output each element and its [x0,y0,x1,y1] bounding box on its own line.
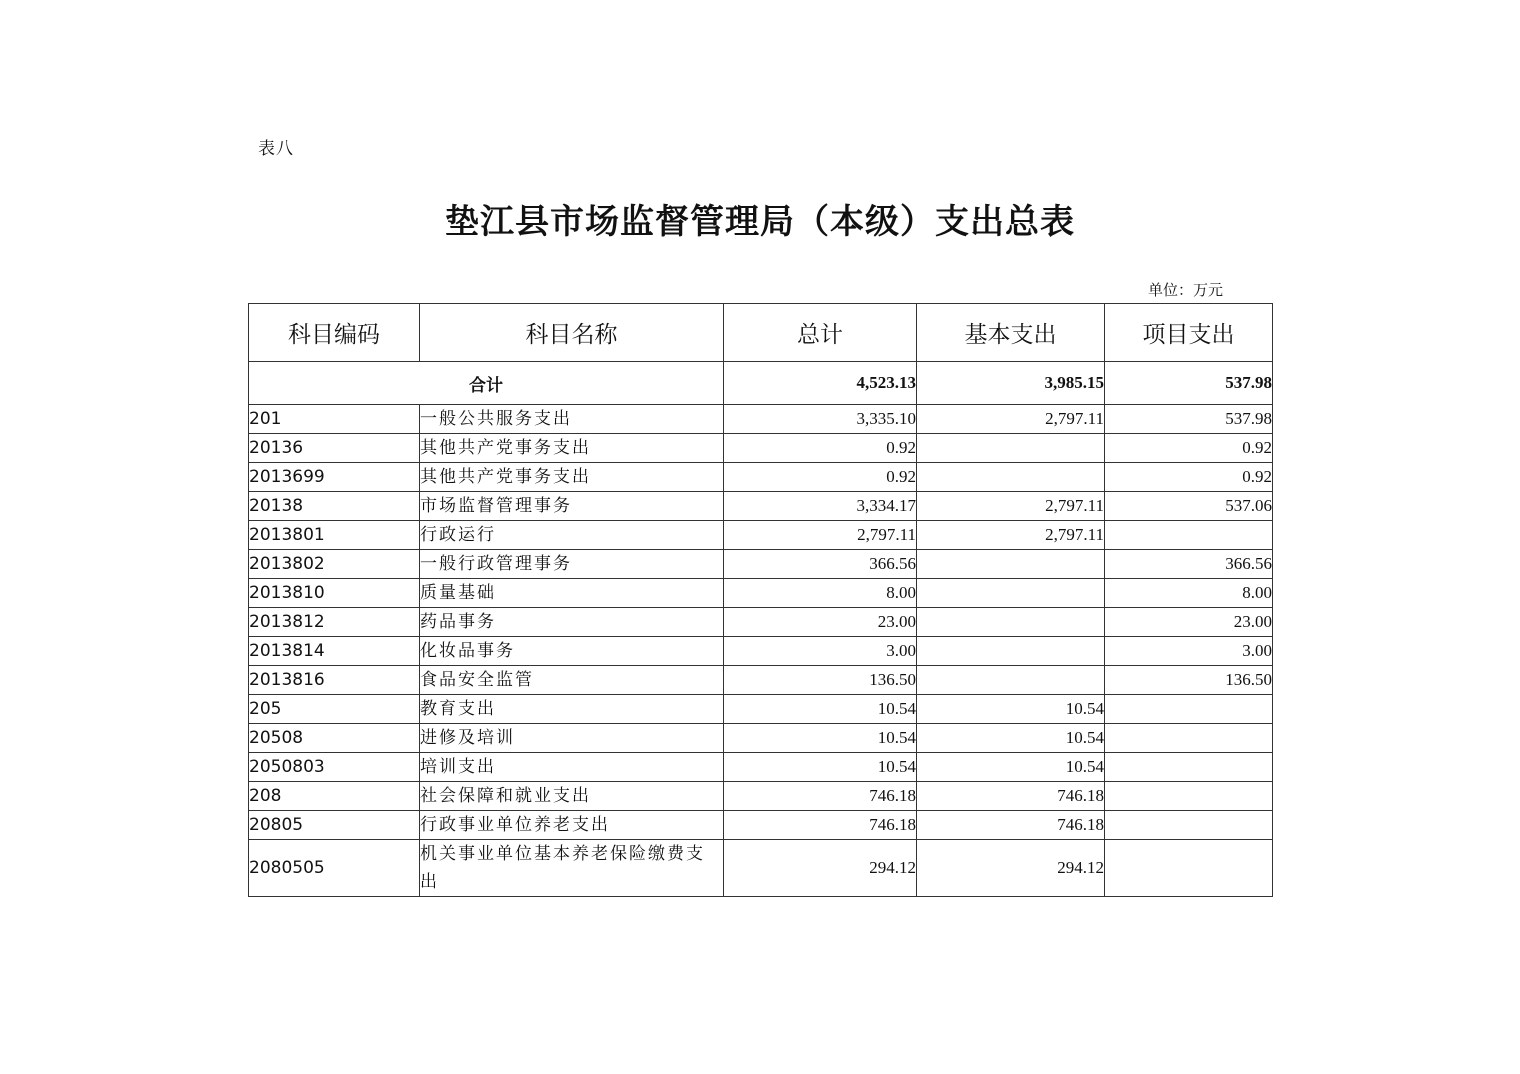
row-project: 0.92 [1105,463,1273,492]
column-header-code: 科目编码 [249,304,420,362]
row-basic [917,666,1105,695]
row-project [1105,753,1273,782]
row-basic: 2,797.11 [917,521,1105,550]
table-row [249,463,1273,492]
table-row [249,492,1273,521]
unit-label: 单位：万元 [1148,281,1224,299]
row-code: 2013812 [249,608,420,637]
row-name: 质量基础 [420,579,724,608]
row-name: 行政事业单位养老支出 [420,811,724,840]
table-row [249,521,1273,550]
row-total: 366.56 [724,550,917,579]
row-total: 10.54 [724,724,917,753]
row-basic [917,579,1105,608]
row-project: 3.00 [1105,637,1273,666]
row-project: 537.98 [1105,405,1273,434]
row-name: 化妆品事务 [420,637,724,666]
row-code: 201 [249,405,420,434]
table-row [249,753,1273,782]
row-name: 一般公共服务支出 [420,405,724,434]
table-row [249,840,1273,897]
table-row [249,637,1273,666]
row-basic [917,463,1105,492]
row-code: 2013699 [249,463,420,492]
row-name: 进修及培训 [420,724,724,753]
row-code: 2013810 [249,579,420,608]
row-total: 3,335.10 [724,405,917,434]
row-total: 0.92 [724,434,917,463]
table-row [249,434,1273,463]
row-name: 市场监督管理事务 [420,492,724,521]
row-basic: 10.54 [917,753,1105,782]
row-name: 其他共产党事务支出 [420,434,724,463]
page-title: 垫江县市场监督管理局（本级）支出总表 [445,202,1075,242]
row-project: 136.50 [1105,666,1273,695]
row-basic: 2,797.11 [917,405,1105,434]
row-total: 0.92 [724,463,917,492]
row-project [1105,840,1273,897]
table-row [249,724,1273,753]
row-total: 3.00 [724,637,917,666]
table-row [249,811,1273,840]
table-row [249,579,1273,608]
row-code: 2080505 [249,840,420,897]
row-code: 2013814 [249,637,420,666]
row-project: 8.00 [1105,579,1273,608]
row-total: 3,334.17 [724,492,917,521]
row-name: 行政运行 [420,521,724,550]
row-code: 20805 [249,811,420,840]
total-project: 537.98 [1105,362,1273,405]
row-code: 20508 [249,724,420,753]
row-code: 208 [249,782,420,811]
row-total: 10.54 [724,695,917,724]
row-code: 20136 [249,434,420,463]
row-basic [917,637,1105,666]
row-name: 社会保障和就业支出 [420,782,724,811]
table-row [249,666,1273,695]
row-name: 教育支出 [420,695,724,724]
row-total: 23.00 [724,608,917,637]
total-label: 合计 [249,362,724,405]
row-name: 食品安全监管 [420,666,724,695]
table-row [249,782,1273,811]
row-total: 2,797.11 [724,521,917,550]
row-project [1105,782,1273,811]
row-project [1105,521,1273,550]
column-header-project: 项目支出 [1105,304,1273,362]
row-basic: 2,797.11 [917,492,1105,521]
row-code: 2013801 [249,521,420,550]
row-basic: 294.12 [917,840,1105,897]
row-name: 其他共产党事务支出 [420,463,724,492]
row-total: 10.54 [724,753,917,782]
row-name: 培训支出 [420,753,724,782]
total-basic: 3,985.15 [917,362,1105,405]
row-project: 23.00 [1105,608,1273,637]
row-name: 机关事业单位基本养老保险缴费支出 [420,840,724,897]
row-basic [917,550,1105,579]
row-basic [917,434,1105,463]
table-number: 表八 [258,139,294,159]
expenditure-table [248,303,1273,897]
row-name: 药品事务 [420,608,724,637]
column-header-total: 总计 [724,304,917,362]
row-total: 294.12 [724,840,917,897]
row-total: 136.50 [724,666,917,695]
row-basic: 10.54 [917,695,1105,724]
table-row [249,608,1273,637]
table-row [249,695,1273,724]
row-total: 746.18 [724,811,917,840]
row-project [1105,811,1273,840]
row-basic: 10.54 [917,724,1105,753]
table-row [249,405,1273,434]
row-name: 一般行政管理事务 [420,550,724,579]
row-code: 20138 [249,492,420,521]
table-header-row [249,304,1273,362]
table-row [249,550,1273,579]
row-code: 205 [249,695,420,724]
row-total: 746.18 [724,782,917,811]
row-project: 537.06 [1105,492,1273,521]
column-header-name: 科目名称 [420,304,724,362]
row-basic [917,608,1105,637]
row-project: 0.92 [1105,434,1273,463]
row-basic: 746.18 [917,811,1105,840]
row-project [1105,695,1273,724]
row-project [1105,724,1273,753]
row-project: 366.56 [1105,550,1273,579]
row-code: 2050803 [249,753,420,782]
row-total: 8.00 [724,579,917,608]
column-header-basic: 基本支出 [917,304,1105,362]
row-code: 2013816 [249,666,420,695]
total-row [249,362,1273,405]
row-code: 2013802 [249,550,420,579]
total-amount: 4,523.13 [724,362,917,405]
row-basic: 746.18 [917,782,1105,811]
